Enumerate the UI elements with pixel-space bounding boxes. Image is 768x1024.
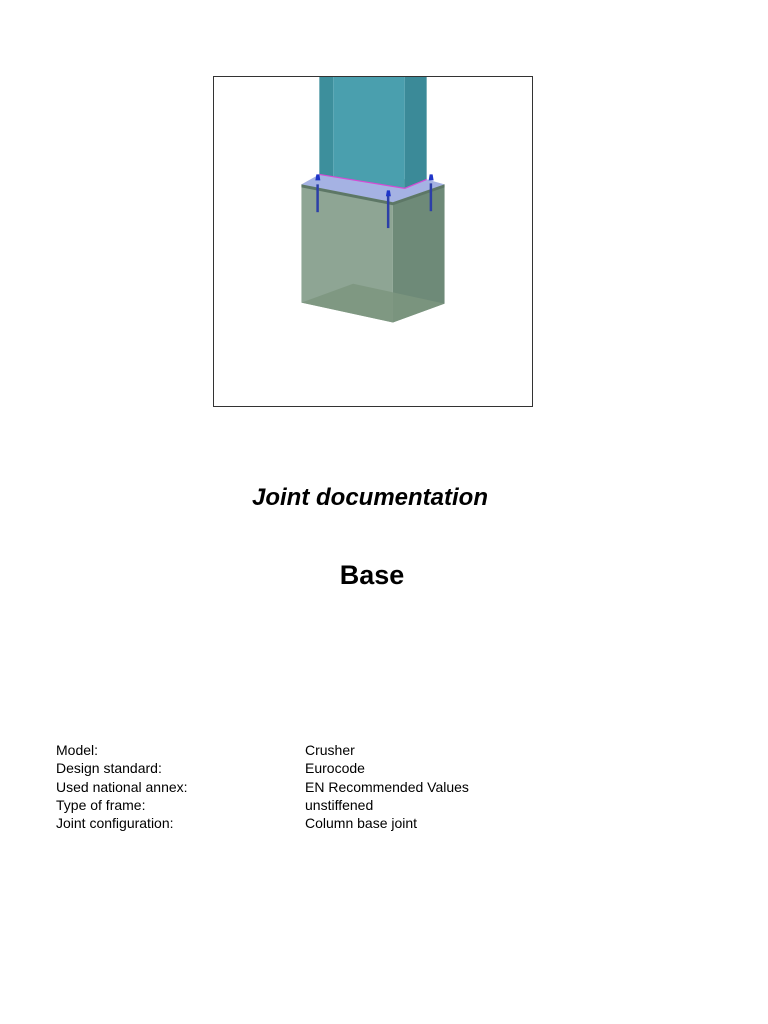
- column-base-render: [214, 77, 532, 406]
- property-label: Used national annex:: [56, 778, 188, 795]
- property-value: Crusher: [305, 742, 355, 758]
- property-value: unstiffened: [305, 796, 374, 813]
- property-value: EN Recommended Values: [305, 778, 469, 795]
- property-value: Column base joint: [305, 815, 418, 832]
- property-row-national-annex: [56, 778, 469, 796]
- column-main: [333, 77, 405, 194]
- column-front: [319, 77, 333, 184]
- property-row-model: [56, 741, 469, 759]
- property-label: Type of frame:: [56, 796, 146, 813]
- column-side: [405, 77, 427, 194]
- property-value: Eurocode: [305, 760, 365, 777]
- property-label: Model:: [56, 742, 99, 758]
- property-row-frame-type: [56, 796, 469, 814]
- property-row-joint-configuration: [56, 814, 469, 832]
- joint-3d-figure: [213, 76, 533, 407]
- joint-name-title: Base: [339, 560, 405, 590]
- anchor-bolt-center: [387, 194, 389, 228]
- joint-properties: [56, 741, 469, 832]
- property-label: Joint configuration:: [56, 815, 174, 832]
- anchor-bolt-left: [316, 184, 318, 212]
- anchor-bolt-right: [430, 183, 432, 211]
- document-subtitle: Joint documentation: [252, 484, 488, 511]
- property-row-design-standard: [56, 759, 469, 777]
- anchor-nut-right: [429, 174, 434, 180]
- property-label: Design standard:: [56, 760, 162, 777]
